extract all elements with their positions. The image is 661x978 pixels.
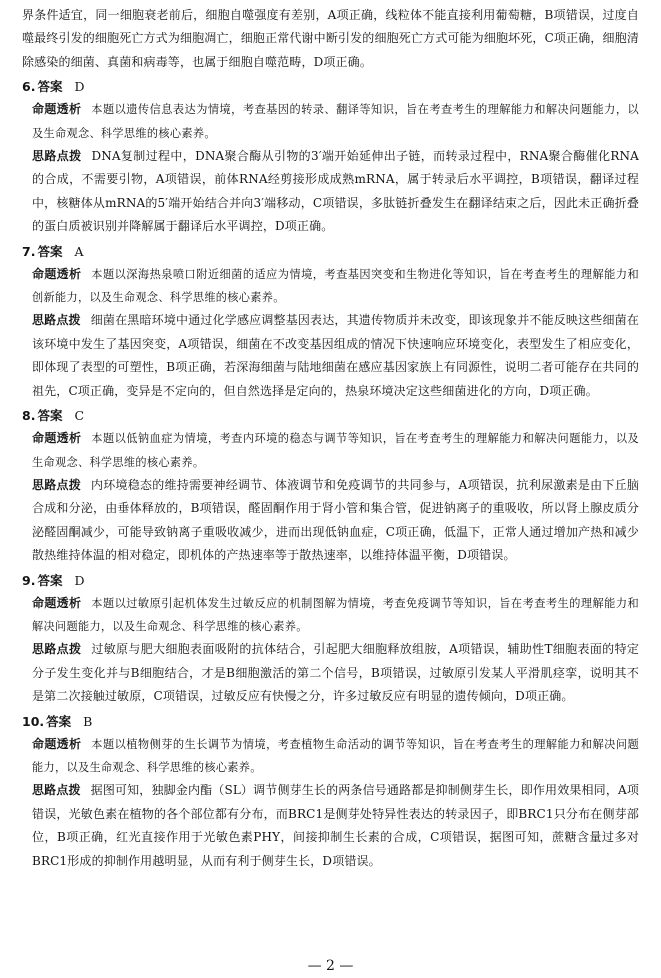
- hint-label: 思路点拨: [32, 149, 82, 164]
- question-answer-line: [22, 569, 639, 592]
- analysis-label: 命题透析: [32, 736, 82, 751]
- answer-label: 答案: [37, 243, 63, 259]
- hint-label: 思路点拨: [32, 783, 81, 798]
- analysis-text: 本题以低钠血症为情境，考查内环境的稳态与调节等知识，旨在考查考生的理解能力和解决问题能力，以及生命观念、科学思维的核心素养。: [32, 432, 639, 469]
- question-answer-line: [22, 404, 639, 427]
- question-number: 8.: [22, 408, 36, 424]
- answer-value: D: [74, 79, 85, 95]
- analysis-paragraph: [22, 98, 639, 145]
- hint-text: 内环境稳态的维持需要神经调节、体液调节和免疫调节的共同参与，A项错误，抗利尿激素是由下丘脑合成和分泌，由垂体释放的，B项错误，醛固酮作用于肾小管和集合管，促进钠离子的重吸收，所以肾上腺皮质分泌醛固酮减少，可能导致钠离子重吸收减少，进而出现低钠血症，C项正确，低温下，正常人通过增加产热和减少散热维持体温的相对稳定，即机体的产热速率等于散热速率，以维持体温平衡，D项错误。: [32, 477, 639, 563]
- analysis-label: 命题透析: [32, 431, 82, 446]
- analysis-text: 本题以植物侧芽的生长调节为情境，考查植物生命活动的调节等知识，旨在考查考生的理解能力和解决问题能力，以及生命观念、科学思维的核心素养。: [32, 737, 639, 774]
- analysis-text: 本题以过敏原引起机体发生过敏反应的机制图解为情境，考查免疫调节等知识，旨在考查考生的理解能力和解决问题能力，以及生命观念、科学思维的核心素养。: [32, 596, 639, 633]
- question-number: 6.: [22, 79, 36, 95]
- intro-paragraph: 界条件适宜，同一细胞衰老前后，细胞自噬强度有差别，A项正确，线粒体不能直接利用葡萄糖，B项错误，过度自噬最终引发的细胞死亡方式为细胞凋亡，细胞正常代谢中断引发的细胞死亡方式可能为细胞坏死，C项正确，细胞清除感染的细菌、真菌和病毒等，也属于细胞自噬范畴，D项正确。: [22, 8, 639, 69]
- question-number: 9.: [22, 572, 36, 588]
- answer-label: 答案: [37, 408, 63, 424]
- question-answer-line: [22, 75, 639, 98]
- hint-paragraph: [22, 145, 639, 239]
- question-block: [22, 569, 639, 709]
- question-block: [22, 240, 639, 403]
- hint-text: 细菌在黑暗环境中通过化学感应调整基因表达，其遗传物质并未改变，即该现象并不能反映这些细菌在该环境中发生了基因突变，A项错误，细菌在不改变基因组成的情况下快速响应环境变化，表型发生了相应变化，即体现了表型的可塑性，B项正确，若深海细菌与陆地细菌在感应基因家族上有同源性，说明二者可能存在共同的祖先，C项正确，变异是不定向的，但自然选择是定向的，热泉环境决定这些细菌进化的方向，D项正确。: [32, 313, 639, 398]
- analysis-paragraph: [22, 592, 639, 639]
- answer-label: 答案: [37, 572, 63, 588]
- answer-label: 答案: [46, 713, 72, 729]
- answer-value: B: [83, 713, 93, 729]
- hint-label: 思路点拨: [32, 313, 81, 328]
- question-number: 7.: [22, 243, 36, 259]
- answer-value: D: [74, 572, 85, 588]
- question-answer-line: [22, 710, 639, 733]
- analysis-label: 命题透析: [32, 266, 82, 281]
- page-number: — 2 —: [307, 958, 354, 974]
- question-number: 10.: [22, 713, 45, 729]
- analysis-text: 本题以深海热泉喷口附近细菌的适应为情境，考查基因突变和生物进化等知识，旨在考查考生的理解能力和创新能力，以及生命观念、科学思维的核心素养。: [32, 267, 639, 305]
- hint-paragraph: [22, 638, 639, 708]
- answer-value: A: [74, 243, 84, 259]
- question-block: [22, 75, 639, 238]
- analysis-label: 命题透析: [32, 102, 82, 117]
- analysis-label: 命题透析: [32, 595, 82, 610]
- hint-label: 思路点拨: [32, 642, 82, 657]
- analysis-text: 本题以遗传信息表达为情境，考查基因的转录、翻译等知识，旨在考查考生的理解能力和解决问题能力，以及生命观念、科学思维的核心素养。: [32, 103, 639, 140]
- analysis-paragraph: [22, 733, 639, 780]
- hint-text: 过敏原与肥大细胞表面吸附的抗体结合，引起肥大细胞释放组胺，A项错误，辅助性T细胞表面的特定分子发生变化并与B细胞结合，才是B细胞激活的第二个信号，B项错误，过敏原引发某人平滑肌痉挛，说明其不是第二次接触过敏原，C项错误，过敏反应有快慢之分，许多过敏反应有明显的遗传倾向，D项正确。: [32, 642, 639, 704]
- analysis-paragraph: [22, 427, 639, 474]
- question-answer-line: [22, 240, 639, 263]
- hint-label: 思路点拨: [32, 477, 82, 492]
- hint-paragraph: [22, 779, 639, 873]
- question-block: [22, 404, 639, 567]
- hint-paragraph: [22, 309, 639, 403]
- hint-paragraph: [22, 474, 639, 568]
- hint-text: DNA复制过程中，DNA聚合酶从引物的3′端开始延伸出子链，而转录过程中，RNA聚合酶催化RNA的合成，不需要引物，A项错误，前体RNA经剪接形成成熟mRNA，属于转录后水平调控，B项错误，翻译过程中，核糖体从mRNA的5′端开始结合并向3′端移动，C项错误，多肽链折叠发生在翻译结束之后，因此未正确折叠的蛋白质被识别并降解属于翻译后水平调控，D项正确。: [32, 149, 639, 234]
- questions-list: [22, 75, 639, 873]
- question-block: [22, 710, 639, 873]
- answer-label: 答案: [37, 79, 63, 95]
- hint-text: 据图可知，独脚金内酯（SL）调节侧芽生长的两条信号通路都是抑制侧芽生长，即作用效果相同，A项错误，光敏色素在植物的各个部位都有分布，而BRC1是侧芽处特异性表达的转录因子，即BRC1只分布在侧芽部位，B项正确，红光直接作用于光敏色素PHY，间接抑制生长素的合成，C项错误，据图可知，蔗糖含量过多对BRC1形成的抑制作用越明显，从而有利于侧芽生长，D项错误。: [32, 783, 639, 868]
- answer-value: C: [74, 408, 85, 424]
- analysis-paragraph: [22, 263, 639, 310]
